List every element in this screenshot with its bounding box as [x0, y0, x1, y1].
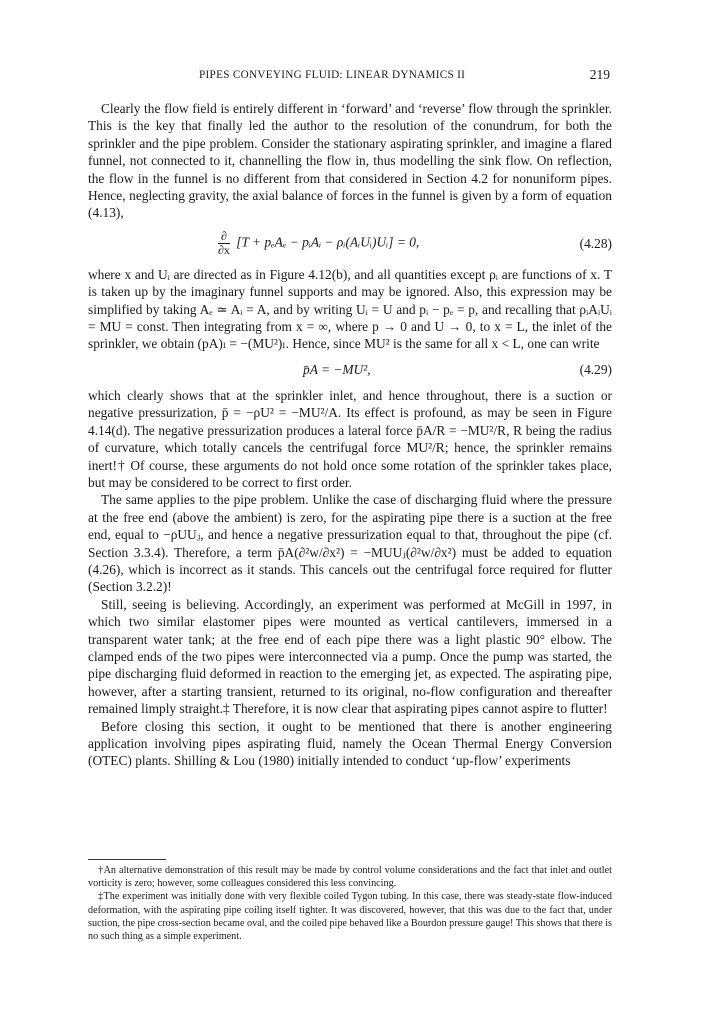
paragraph-2: where x and Uᵢ are directed as in Figure 4.12(b), and all quantities except ρᵢ are functions of x. T is taken up by the imaginary funnel supports and may be ignored. Also, this expression may be simplified by taking Aₑ ≃ Aᵢ = A, and by writing Uᵢ = U and pᵢ − pₑ = p, and recalling that ρᵢAᵢUᵢ = MU = const. Then integrating from x = ∞, where p → 0 and U → 0, to x = L, the inlet of the sprinkler, we obtain (pA)ₗ = −(MU²)ₗ. Hence, since MU² is the same for all x < L, one can write: [88, 266, 612, 352]
equation-4-28: [88, 224, 612, 264]
equation-4-28-number: (4.28): [579, 236, 612, 252]
paragraph-3: which clearly shows that at the sprinkler inlet, and hence throughout, there is a suction or negative pressurization, p̄ = −ρU² = −MU²/A. Its effect is profound, as may be seen in Figure 4.14(d). The negative pressurization produces a lateral force p̄A/R = −MU²/R, R being the radius of curvature, which totally cancels the centrifugal force MU²/R; hence, the sprinkler remains inert!† Of course, these arguments do not hold once some rotation of the sprinkler takes place, but may be considered to be correct to first order.: [88, 387, 612, 490]
equation-4-29-number: (4.29): [579, 362, 612, 378]
paragraph-4: The same applies to the pipe problem. Unlike the case of discharging fluid where the pressure at the free end (above the ambient) is zero, for the aspirating pipe there is a suction at the free end, equal to −ρUUⱼ, and hence a negative pressurization equal to that, throughout the pipe (cf. Section 3.3.4). Therefore, a term p̄A(∂²w/∂x²) = −MUUⱼ(∂²w/∂x²) must be added to equation (4.26), which is incorrect as it stands. This cancels out the centrifugal force required for flutter (Section 3.2.2)!: [88, 492, 612, 595]
equation-4-28-body: [T + pₑAₑ − pᵢAᵢ − ρᵢ(AᵢUᵢ)Uᵢ] = 0,: [236, 234, 420, 250]
page-header: [88, 66, 624, 86]
equation-4-29-body: p̄A = −MU²,: [303, 362, 371, 378]
partial-derivative: [218, 230, 230, 257]
derivative-denominator: ∂x: [218, 243, 230, 258]
paragraph-1: Clearly the flow field is entirely different in ‘forward’ and ‘reverse’ flow through the sprinkler. This is the key that finally led the author to the resolution of the conundrum, for both the sprinkler and the pipe problem. Consider the stationary aspirating sprinkler, and imagine a flared funnel, not connected to it, channelling the flow in, thus modelling the sink flow. On reflection, the flow in the funnel is no different from that considered in Section 4.2 for nonuniform pipes. Hence, neglecting gravity, the axial balance of forces in the funnel is given by a form of equation (4.13),: [88, 101, 612, 221]
page-number: 219: [589, 67, 610, 82]
footnote-2: ‡The experiment was initially done with very flexible coiled Tygon tubing. In this case, there was steady-state flow-induced deformation, with the aspirating pipe coiling itself tighter. It was discovered, however, that this was due to the fact that, under suction, the pipe cross-section became oval, and the coiled pipe behaved like a Bourdon pressure gauge! This shows that there is no such thing as a simple experiment.: [88, 891, 612, 943]
footnotes: [88, 864, 612, 943]
running-title: PIPES CONVEYING FLUID: LINEAR DYNAMICS II: [199, 69, 466, 81]
paragraph-6: Before closing this section, it ought to be mentioned that there is another engineering application involving pipes aspirating fluid, namely the Ocean Thermal Energy Conversion (OTEC) plants. Shilling & Lou (1980) initially intended to conduct ‘up-flow’ experiments: [88, 718, 612, 769]
derivative-numerator: ∂: [218, 230, 230, 244]
equation-4-29: [88, 355, 612, 385]
main-text: [88, 100, 612, 770]
paragraph-5: Still, seeing is believing. Accordingly, an experiment was performed at McGill in 1997, in which two similar elastomer pipes were mounted as vertical cantilevers, immersed in a transparent water tank; at the free end of each pipe there was a light plastic 90° elbow. The clamped ends of the two pipes were interconnected via a pump. Once the pump was started, the pipe discharging fluid deformed in reaction to the emerging jet, as expected. The aspirating pipe, however, after a starting transient, returned to its original, no-flow configuration and thereafter remained limply straight.‡ Therefore, it is now clear that aspirating pipes cannot aspire to flutter!: [88, 596, 612, 717]
footnote-1: †An alternative demonstration of this result may be made by control volume considerations and the fact that inlet and outlet vorticity is zero; however, some colleagues considered this less convincing.: [88, 865, 612, 890]
footnote-rule: [88, 859, 166, 860]
equation-4-28-expression: [218, 230, 419, 257]
